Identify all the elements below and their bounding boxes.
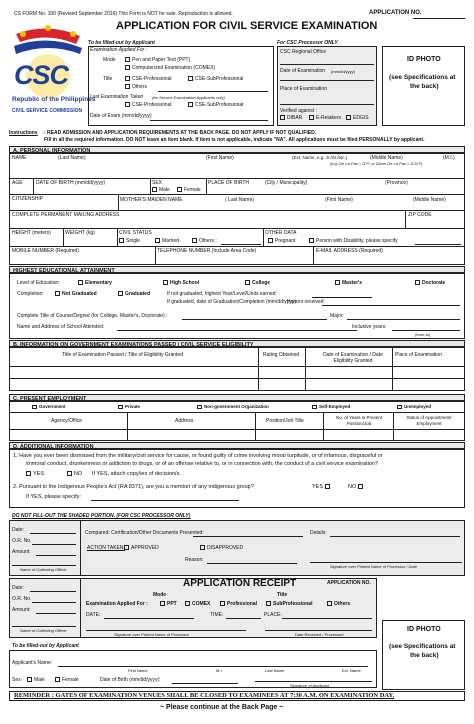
receipt-time: TIME: (210, 612, 224, 618)
checkbox-comex (125, 65, 130, 70)
city-label: (City / Municipality) (265, 180, 308, 186)
shade-collecting-label: Name of Collecting Officer (20, 567, 67, 572)
receipt-sig2: Date Received / Processed (295, 632, 344, 637)
emp-position-label: Position/Job Title (266, 418, 304, 424)
receipt-mi-label: M.I. (216, 668, 223, 673)
shade-approved: APPROVED (124, 545, 159, 551)
first-name-label: (First Name) (206, 155, 234, 161)
last-name-label: (Last Name) (58, 155, 86, 161)
receipt-photo-spec-2: the back) (410, 652, 439, 659)
q2-no[interactable]: NO (348, 484, 365, 490)
citizenship-label: CITIZENSHIP (12, 196, 44, 202)
receipt-ext-label: Ext. Name (342, 668, 361, 673)
pwd-option[interactable]: Person with Disability, please specify (309, 238, 398, 244)
mode-ppt-option[interactable]: Pen and Paper Test (PPT) (125, 57, 190, 63)
course-label: Complete Title of Course/Degree (for College, Master's, Doctorate) : (17, 313, 168, 319)
receipt-exam-for: Examination Applied For : (86, 601, 148, 607)
level-college[interactable]: College (245, 280, 270, 286)
shade-date-label: Date: (12, 527, 24, 533)
receipt-or-label: O.R. No. (12, 596, 32, 602)
place-of-exam-label: Place of Examination (280, 86, 327, 92)
mother-last-label: ( Last Name) (225, 197, 254, 203)
section-c-header: C. PRESENT EMPLOYMENT (9, 394, 465, 401)
receipt-app-name: Applicant's Name: (12, 660, 53, 666)
filled-by-applicant: To be filled-out by Applicant (88, 40, 155, 46)
emp-status-label: Status of Appointment/ Employment (406, 415, 452, 426)
completion-grad[interactable]: Graduated (118, 291, 150, 297)
receipt-place: PLACE: (264, 612, 282, 618)
verify-dibar: DIBAR (280, 115, 302, 121)
middle-example: (e.g. De La Paz = D.P; or Dizon De La Paz = D.D.P) (330, 161, 423, 166)
mi-label: (M.I.) (443, 155, 455, 161)
checkbox-others (125, 84, 130, 89)
receipt-pro: Professional (220, 601, 257, 607)
sec-b-col-place: Place of Examination (395, 352, 442, 358)
verify-edgis: EDGIS (346, 115, 369, 121)
receipt-others: Others (327, 601, 350, 607)
mode-comex-option[interactable]: Computerized Examination (COMEX) (125, 65, 215, 71)
address-label: COMPLETE PERMANENT MAILING ADDRESS (12, 212, 120, 218)
civil-married-option[interactable]: Married (155, 238, 179, 244)
mother-label: MOTHER'S MAIDEN NAME (120, 197, 183, 203)
receipt-comex: COMEX (185, 601, 210, 607)
form-title: APPLICATION FOR CIVIL SERVICE EXAMINATION (116, 20, 378, 32)
email-label: E-MAIL ADDRESS (Required) (316, 248, 383, 254)
checkbox-last-pro (125, 102, 130, 107)
shaded-note: DO NOT FILL-OUT THE SHADED PORTION. (FOR CSC PROCESSOR ONLY) (12, 513, 191, 519)
q2-yes[interactable]: YES (312, 484, 332, 490)
checkbox-pro (125, 76, 130, 81)
instructions-label: Instructions (9, 130, 38, 136)
title-subpro-option[interactable]: CSE-SubProfessional (188, 76, 243, 82)
zip-label: ZIP CODE (408, 212, 432, 218)
mobile-label: MOBILE NUMBER (Required) (12, 248, 79, 254)
receipt-filled-by: To be filled-out by Applicant (12, 643, 79, 649)
question-2: 2. Pursuant to the Indigenous People's Act (RA 8371), are you a member of any indigenous group? (13, 484, 254, 490)
question-1-line-1: 1. Have you ever been dismissed from the military/civil service for cause, or found guilty of crime involving moral turpitude, or of infamous, disgraceful or (13, 453, 383, 459)
last-exam-note: (for Service Examination Applicants only) (152, 95, 225, 100)
level-hs[interactable]: High School (163, 280, 199, 286)
last-subpro-option[interactable]: CSE-SubProfessional (188, 102, 243, 108)
others-line[interactable] (158, 91, 268, 92)
sex-label: SEX (152, 180, 163, 186)
pregnant-option[interactable]: Pregnant (268, 238, 295, 244)
major-label: Major: (330, 313, 344, 319)
receipt-sig-label: Signature of Applicant (290, 683, 329, 688)
age-label: AGE (12, 180, 23, 186)
question-1-line-2: immoral conduct, drunkenness or addiction to drugs, or of an offense relative to, or in connection with, the conduct of a civil service examination? (26, 461, 379, 467)
dob-label: DATE OF BIRTH (mm/dd/yyyy) (36, 180, 105, 186)
if-not-grad-label: If not graduated, highest Year/Level/Units earned: (167, 291, 277, 297)
continue-note: ~ Please continue at the Back Page ~ (160, 704, 284, 711)
date-of-exam-line[interactable] (150, 120, 268, 121)
sex-female-option[interactable]: Female (177, 187, 201, 193)
ext-name-label: (Ext. Name, e.g. Jr./Sr./etc.) (292, 155, 348, 160)
section-a-header: A. PERSONAL INFORMATION (9, 146, 465, 153)
shade-or-label: O.R. No. (12, 538, 32, 544)
level-elementary[interactable]: Elementary (78, 280, 112, 286)
regional-office-label: CSC Regional Office (280, 49, 327, 55)
receipt-mode-label: Mode (153, 592, 167, 598)
reminder-text: REMINDER : GATES OF EXAMINATION VENUES SHALL BE CLOSED TO EXAMINEES AT 7:30 A.M. ON EXAMINATION DAY. (14, 692, 395, 699)
receipt-female[interactable]: Female (55, 677, 79, 683)
receipt-sig1: Signature over Printed Name of Processor (114, 632, 190, 637)
civil-single-option[interactable]: Single (119, 238, 140, 244)
receipt-photo-label: ID PHOTO (407, 626, 441, 633)
checkbox-ppt (125, 57, 130, 62)
id-photo-label: ID PHOTO (407, 56, 441, 63)
level-masters[interactable]: Master's (335, 280, 362, 286)
receipt-date-label: Date: (12, 585, 24, 591)
level-label: Level of Education: (17, 280, 60, 286)
name-label: NAME (12, 155, 27, 161)
receipt-dob-label: Date of Birth (mm/dd/yyyy): (100, 677, 161, 683)
application-no-label: APPLICATION NO. (369, 10, 422, 16)
receipt-title: APPLICATION RECEIPT (183, 578, 297, 589)
checkbox-last-subpro (188, 102, 193, 107)
receipt-male[interactable]: Male (27, 677, 45, 683)
shade-signature-label: Signature over Printed Name of Processor / Date (330, 564, 417, 569)
shade-disapproved: DISAPPROVED (200, 545, 243, 551)
checkbox-subpro (188, 76, 193, 81)
q1-no[interactable]: NO (67, 471, 82, 477)
shade-compare-label: Compared: Certification/Other Documents Presented: (85, 530, 204, 536)
processor-date-label: Date of Examination (280, 68, 326, 74)
section-d-header: D. ADDITIONAL INFORMATION (9, 442, 465, 449)
csc-logo (10, 24, 96, 136)
receipt-name-line[interactable] (58, 666, 368, 667)
emp-private[interactable]: Private (118, 404, 140, 409)
last-exam-label: Last Examination Taken (90, 94, 144, 100)
emp-agency-label: Agency/Office (51, 418, 83, 424)
date-of-exam-label: Date of Exam (mm/dd/yyyy) (90, 113, 152, 119)
photo-spec-2: the back) (410, 83, 439, 90)
verify-eraters: E-Retakers (309, 115, 341, 121)
title-label: Title (103, 76, 113, 82)
education-header: HIGHEST EDUCATIONAL ATTAINMENT (9, 266, 465, 273)
emp-gov[interactable]: Government (32, 404, 66, 409)
q1-yes[interactable]: YES (26, 471, 44, 477)
logo-republic: Republic of the Philippines (12, 96, 96, 103)
receipt-app-no: APPLICATION NO. (327, 580, 371, 586)
sec-b-col-rating: Rating Obtained (263, 352, 300, 358)
receipt-ppt: PPT (160, 601, 177, 607)
completion-label: Completion: (17, 291, 44, 297)
sec-b-col-date: Date of Examination / Date Eligibility Granted (323, 352, 383, 364)
title-pro-option[interactable]: CSE-Professional (125, 76, 171, 82)
q1-attach-note: If YES, attach copy/ies of decision/s. (92, 471, 181, 477)
shade-reason-label: Reason: (185, 557, 204, 563)
mode-label: Mode (103, 57, 116, 63)
height-label: HEIGHT (meters) (12, 230, 51, 236)
mother-first-label: (First Name) (325, 197, 353, 203)
receipt-sex-label: Sex: (12, 677, 23, 683)
receipt-first-label: First Name (128, 668, 148, 673)
receipt-date: DATE: (86, 612, 101, 618)
receipt-subpro: SubProfessional (266, 601, 312, 607)
photo-spec-1: (see Specifications at (389, 74, 456, 81)
emp-address-label: Address (175, 418, 194, 424)
school-label: Name and Address of School Attended: (17, 324, 105, 330)
receipt-amount-label: Amount: (12, 607, 31, 613)
instructions-line-2: Fill in all the required information. DO NOT leave an item blank. If item is not applicable, indicate "NA". All applications must be filed PERSONALLY by applicant. (44, 137, 425, 143)
province-label: (Province) (385, 180, 408, 186)
receipt-photo-spec-1: (see Specifications at (389, 643, 456, 650)
civil-others-option[interactable]: Others : (192, 238, 217, 244)
logo-text: CSC (14, 60, 69, 90)
level-doctorate[interactable]: Doctorate (415, 280, 445, 286)
application-no-line[interactable] (413, 18, 465, 19)
logo-commission: CIVIL SERVICE COMMISSION (12, 108, 83, 114)
inclusive-label: Inclusive years: (352, 324, 387, 330)
if-grad-label: If graduated, date of Graduation/Completion (mm/dd/yyyy): (167, 299, 298, 305)
weight-label: WEIGHT (kg) (65, 230, 95, 236)
sex-male-option[interactable]: Male (152, 187, 170, 193)
honors-label: Honors received: (287, 299, 325, 305)
date-format: (mm/dd/yyyy) (331, 69, 355, 74)
q2-specify-label: If YES, please specify: (26, 494, 81, 500)
completion-not-grad[interactable]: Not Graduated (55, 291, 97, 297)
instructions-line-1: : READ ADMISSION AND APPLICATION REQUIREMENTS AT THE BACK PAGE. DO NOT APPLY IF NOT QUALIFIED. (44, 130, 317, 136)
title-others-option[interactable]: Others (125, 84, 147, 90)
sec-b-col-title: Title of Examination Passed / Title of Eligibility Granted (62, 352, 183, 358)
emp-unemployed[interactable]: Unemployed (397, 404, 431, 409)
from-to-label: (from-to) (415, 332, 431, 337)
form-number: CS FORM No. 100 (Revised September 2016) This Form is NOT for sale. Reproduction is allowed. (14, 11, 233, 17)
shade-action-label: ACTION TAKEN: (87, 545, 125, 551)
mother-middle-label: (Middle Name) (413, 197, 446, 203)
exam-applied-label: Examination Applied For : (90, 47, 148, 53)
middle-name-label: (Middle Name) (370, 155, 403, 161)
receipt-title-col: Title (277, 592, 288, 598)
emp-self[interactable]: Self-Employed (312, 404, 350, 409)
receipt-last-label: Last Name (265, 668, 285, 673)
telephone-label: TELEPHONE NUMBER (Include Area Code) (157, 248, 257, 254)
pob-label: PLACE OF BIRTH (208, 180, 250, 186)
emp-ngo[interactable]: Non-government Organization (197, 404, 269, 409)
shade-amount-label: Amount: (12, 549, 31, 555)
emp-years-label: No. of Years in Present Position/Job (335, 415, 383, 426)
civil-status-label: CIVIL STATUS (119, 230, 152, 236)
section-b-header: B. INFORMATION ON GOVERNMENT EXAMINATIONS PASSED / CIVIL SERVICE ELIGIBILITY (9, 340, 465, 347)
verified-label: Verified against : (280, 108, 317, 114)
last-pro-option[interactable]: CSE-Professional (125, 102, 171, 108)
other-data-label: OTHER DATA (265, 230, 297, 236)
receipt-collecting-label: Name of Collecting Officer (20, 628, 67, 633)
shade-details-label: Details: (310, 530, 327, 536)
processor-only-label: For CSC Processor ONLY (277, 40, 338, 46)
